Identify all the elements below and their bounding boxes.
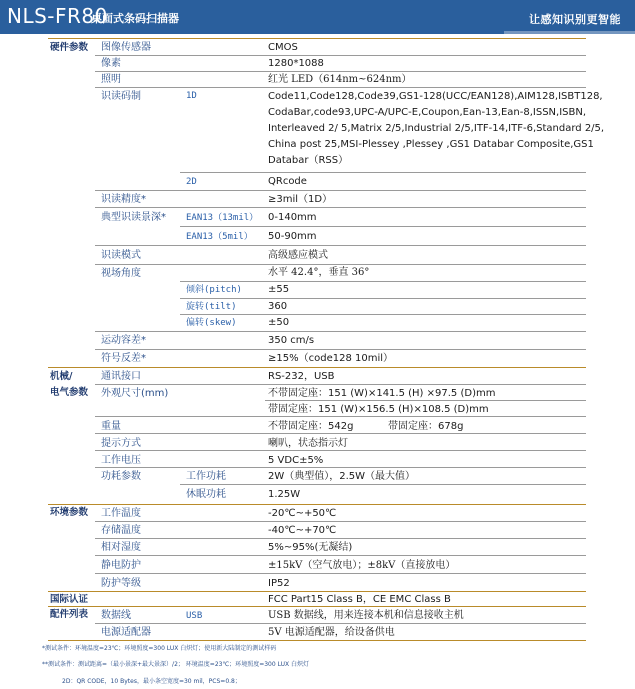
label-dimensions: 外观尺寸(mm) [101,388,169,399]
value-power-adapter: 5V 电源适配器，给设备供电 [268,627,395,638]
model-title: NLS-FR80 [7,4,108,28]
value-humidity: 5%~95%(无凝结) [268,542,353,553]
value-ip-rating: IP52 [268,578,290,589]
row-rule [95,416,586,417]
section-mech-2: 电气参数 [50,387,89,398]
row-rule [95,450,586,451]
sublabel-ean13-13mil: EAN13（13mil） [186,213,259,223]
label-contrast: 符号反差* [101,353,146,364]
label-symbologies: 识读码制 [101,91,141,102]
row-rule [95,71,586,72]
value-sensor: CMOS [268,42,298,53]
label-motion: 运动容差* [101,335,146,346]
row-rule [95,349,586,350]
value-esd: ±15kV（空气放电）；±8kV（直接放电） [268,560,456,571]
section-hardware: 硬件参数 [50,42,89,53]
footnote: **测试条件：测试距离=（最小景深+最大景深）/2； 环境温度=23℃；环境照度=300 LUX 白炽灯 [42,661,310,668]
header-accent [504,31,635,34]
label-skew: 偏转(skew) [186,318,237,328]
value-voltage: 5 VDC±5% [268,455,324,466]
row-rule [180,172,586,173]
product-subtitle: 桌面式条码扫描器 [91,12,179,25]
label-ip-rating: 防护等级 [101,578,141,589]
value-illumination: 红光 LED（614nm~624nm） [268,74,412,85]
label-read-mode: 识读模式 [101,250,141,261]
sublabel-2d: 2D [186,177,197,187]
section-accessories: 配件列表 [50,609,89,620]
label-weight: 重量 [101,421,121,432]
label-illumination: 照明 [101,74,121,85]
value-indication: 喇叭，状态指示灯 [268,438,348,449]
value-2d: QRcode [268,176,307,187]
row-rule [95,87,586,88]
footnote: 2D：QR CODE，10 Bytes，最小条空宽度=30 mil，PCS=0.8； [62,678,241,685]
section-mech-1: 机械/ [50,371,73,382]
row-rule [180,226,586,227]
value-dimensions-no-stand: 不带固定座：151 (W)×141.5 (H) ×97.5 (D)mm [268,388,496,399]
rule-env [48,504,586,505]
value-fov: 水平 42.4°，垂直 36° [268,267,370,278]
footnote: *测试条件：环境温度=23℃；环境照度=300 LUX 白炽灯；使用新大陆制定的测试样码 [42,645,277,652]
value-weight-no-stand: 不带固定座：542g [268,421,354,432]
header-bar [0,0,635,34]
row-rule [95,433,586,434]
value-interface: RS-232，USB [268,371,335,382]
row-rule [95,207,586,208]
label-esd: 静电防护 [101,560,141,571]
row-rule [180,484,586,485]
value-1d-line: Code11,Code128,Code39,GS1-128(UCC/EAN128),AIM128,ISBT128, [268,91,603,102]
value-data-cable: USB 数据线，用来连接本机和信息接收主机 [268,610,464,621]
section-cert: 国际认证 [50,594,89,605]
row-rule [95,573,586,574]
label-pixels: 像素 [101,58,121,69]
rule-bottom [48,640,586,641]
label-dof: 典型识读景深* [101,212,166,223]
value-1d-line: CodaBar,code93,UPC-A/UPC-E,Coupon,Ean-13,Ean-8,ISSN,ISBN, [268,107,587,118]
label-data-cable: 数据线 [101,610,131,621]
section-environment: 环境参数 [50,507,89,518]
label-power: 功耗参数 [101,471,141,482]
row-rule [95,384,586,385]
value-dof-13mil: 0-140mm [268,212,317,223]
value-1d-line: Databar（RSS） [268,155,349,166]
label-voltage: 工作电压 [101,455,141,466]
row-rule [95,245,586,246]
value-pitch: ±55 [268,284,290,295]
row-rule [95,555,586,556]
label-sensor: 图像传感器 [101,42,151,53]
row-rule [95,538,586,539]
row-rule [95,331,586,332]
label-precision: 识读精度* [101,194,146,205]
rule-top [48,38,586,39]
rule-cert [48,591,586,592]
label-power-adapter: 电源适配器 [101,627,151,638]
value-dimensions-with-stand: 带固定座：151 (W)×156.5 (H)×108.5 (D)mm [268,404,489,415]
row-rule [95,521,586,522]
label-fov: 视场角度 [101,268,141,279]
value-skew: ±50 [268,317,290,328]
value-weight-with-stand: 带固定座：678g [388,421,464,432]
sublabel-usb: USB [186,611,203,621]
value-dof-5mil: 50-90mm [268,231,317,242]
value-motion: 350 cm/s [268,335,315,346]
label-operating-temp: 工作温度 [101,508,141,519]
value-contrast: ≥15%（code128 10mil） [268,353,394,364]
sublabel-sleep-power: 休眠功耗 [186,489,226,500]
row-rule [180,298,586,299]
value-1d-line: China post 25,MSI-Plessey ,Plessey ,GS1 Databar Composite,GS1 [268,139,594,150]
rule-acc [48,606,586,607]
value-storage-temp: -40℃~+70℃ [268,525,337,536]
row-rule [95,264,586,265]
row-rule [95,190,586,191]
row-rule [95,623,586,624]
value-tilt: 360 [268,301,288,312]
value-read-mode: 高级感应模式 [268,250,328,261]
slogan: 让感知识别更智能 [529,13,621,26]
value-pixels: 1280*1088 [268,58,324,69]
row-rule [180,314,586,315]
row-rule [95,467,586,468]
sublabel-operating-power: 工作功耗 [186,471,226,482]
value-1d-line: Interleaved 2/ 5,Matrix 2/5,Industrial 2/5,ITF-14,ITF-6,Standard 2/5, [268,123,605,134]
row-rule [180,281,586,282]
label-tilt: 旋转(tilt) [186,302,237,312]
row-rule [95,55,586,56]
value-precision: ≥3mil（1D） [268,194,333,205]
value-certifications: FCC Part15 Class B，CE EMC Class B [268,594,451,605]
label-storage-temp: 存储温度 [101,525,141,536]
label-indication: 提示方式 [101,438,141,449]
sublabel-1d: 1D [186,91,197,101]
label-interface: 通讯接口 [101,371,141,382]
label-pitch: 倾斜(pitch) [186,285,242,295]
label-humidity: 相对湿度 [101,542,141,553]
value-operating-temp: -20℃~+50℃ [268,508,337,519]
sublabel-ean13-5mil: EAN13（5mil） [186,232,253,242]
row-rule [265,400,586,401]
value-operating-power: 2W（典型值），2.5W（最大值） [268,471,416,482]
value-sleep-power: 1.25W [268,489,301,500]
rule-mech [48,367,586,368]
